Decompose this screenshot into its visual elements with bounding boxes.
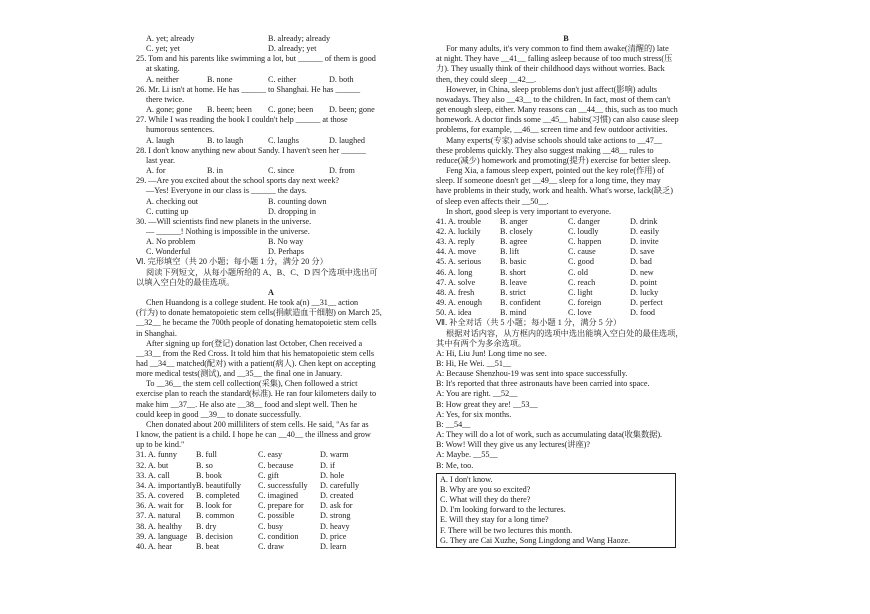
cloze-options-row (136, 532, 406, 542)
cloze-options-row (436, 217, 696, 227)
option-text: B. in (207, 166, 223, 176)
passage-line: make him __37__. He also ate __38__ food and slept well. Then he (136, 399, 358, 409)
cloze-options-row (436, 247, 696, 257)
option-text: C. loudly (568, 226, 599, 236)
section-instruction: 阅读下列短文，从每小题所给的 A、B、C、D 四个选项中选出可 (146, 267, 378, 277)
cloze-options-row (436, 278, 696, 288)
cloze-options-row (436, 308, 696, 318)
option-text: D. lucky (630, 287, 659, 297)
question-stem: 28. I don't know anything new about Sandy. I haven't seen her ______ (136, 145, 366, 155)
option-text: B. none (207, 74, 233, 84)
option-text: B. dry (196, 521, 217, 531)
cloze-options-row (436, 298, 696, 308)
option-text: C. laughs (268, 135, 299, 145)
option-text: C. yet; yet (146, 44, 180, 54)
dialogue-line: B: Me, too. (436, 460, 474, 470)
question-options (136, 44, 406, 54)
passage-label: B (563, 34, 569, 43)
option-text: A. No problem (146, 237, 196, 247)
option-text: B. so (196, 460, 213, 470)
passage-label: A (268, 287, 274, 297)
option-text: C. danger (568, 216, 600, 226)
question-stem: humorous sentences. (146, 125, 215, 135)
passage-line: up to be kind." (136, 440, 185, 450)
passage-line: 力). They usually think of their childhood days without worries. Back (436, 64, 665, 74)
passage-line: in Shanghai. (136, 328, 177, 338)
passage-line: Chen Huandong is a college student. He took a(n) __31__ action (146, 298, 359, 308)
option-text: 38. A. healthy (136, 521, 182, 531)
option-text: C. easy (258, 450, 283, 460)
option-text: D. drink (630, 216, 658, 226)
option-text: C. old (568, 267, 589, 277)
option-text: B. counting down (268, 196, 327, 206)
option-text: 33. A. call (136, 470, 170, 480)
passage-line: these problems quickly. They also suggest making __48__ rules to (436, 145, 654, 155)
passage-line: I know, the patient is a child. I hope he can __40__ the illness and grow (136, 430, 371, 440)
option-text: B. mind (500, 308, 527, 318)
question-options (136, 34, 406, 44)
option-text: D. strong (320, 511, 351, 521)
passage-line: get enough sleep, either. Many reasons can __44__ this, such as too much (436, 105, 678, 115)
box-option: D. I'm looking forward to the lectures. (440, 505, 566, 515)
option-text: C. condition (258, 531, 299, 541)
option-text: D. Perhaps (268, 247, 304, 257)
option-text: C. cause (568, 247, 596, 257)
option-text: D. both (329, 74, 354, 84)
question-stem: —Yes! Everyone in our class is ______ the days. (146, 186, 307, 196)
option-text: 46. A. long (436, 267, 473, 277)
passage-line: homework. A doctor finds some __45__ habits(习惯) can also cause sleep (436, 115, 679, 125)
option-text: A. for (146, 166, 166, 176)
option-text: B. strict (500, 287, 526, 297)
passage-line: Many experts(专家) advise schools should take actions to __47__ (446, 135, 663, 145)
passage-line: Feng Xia, a famous sleep expert, pointed out the key role(作用) of (446, 166, 665, 176)
option-text: C. possible (258, 511, 295, 521)
option-text: D. warm (320, 450, 349, 460)
box-option: A. I don't know. (440, 474, 493, 484)
option-text: D. already; yet (268, 44, 317, 54)
question-options (136, 166, 406, 176)
dialogue-line: A: Hi, Liu Jun! Long time no see. (436, 348, 547, 358)
passage-line: (行为) to donate hematopoietic stem cells(捐献造血干细胞) on March 25, (136, 308, 382, 318)
question-options (136, 105, 406, 115)
passage-line: For many adults, it's very common to find them awake(清醒的) late (446, 44, 669, 54)
question-options (136, 197, 406, 207)
right-column (436, 34, 696, 548)
option-text: D. hole (320, 470, 345, 480)
option-text: C. light (568, 287, 593, 297)
cloze-options-row (136, 471, 406, 481)
option-text: B. anger (500, 216, 528, 226)
option-text: B. full (196, 450, 217, 460)
option-text: D. from (329, 166, 355, 176)
option-text: D. laughed (329, 135, 365, 145)
question-options (136, 207, 406, 217)
option-text: 31. A. funny (136, 450, 177, 460)
option-text: B. decision (196, 531, 233, 541)
option-text: C. imagined (258, 491, 299, 501)
passage-line: could keep in good __39__ to donate successfully. (136, 409, 302, 419)
option-text: C. since (268, 166, 295, 176)
left-column (136, 34, 406, 552)
option-text: D. invite (630, 237, 659, 247)
cloze-options-row (136, 481, 406, 491)
passage-line: However, in China, sleep problems don't just affect(影响) adults (446, 84, 658, 94)
option-text: 44. A. move (436, 247, 477, 257)
cloze-options-row (136, 450, 406, 460)
option-text: 47. A. solve (436, 277, 476, 287)
option-text: B. already; already (268, 34, 331, 43)
box-option: E. Will they stay for a long time? (440, 515, 549, 525)
section-instruction: 以填入空白处的最佳选项。 (136, 277, 235, 287)
passage-line: at night. They have __41__ falling asleep because of too much stress(压 (436, 54, 673, 64)
option-text: 39. A. language (136, 531, 188, 541)
cloze-options-row (136, 511, 406, 521)
passage-line: of sleep even affects their __50__. (436, 196, 549, 206)
option-text: C. good (568, 257, 594, 267)
option-text: C. love (568, 308, 592, 318)
cloze-options-row (136, 522, 406, 532)
dialogue-line: A: Maybe. __55__ (436, 450, 498, 460)
dialogue-line: B: It's reported that three astronauts have been carried into space. (436, 379, 650, 389)
dialogue-line: A: Because Shenzhou-19 was sent into space successfully. (436, 369, 628, 379)
option-text: B. common (196, 511, 235, 521)
option-text: C. gift (258, 470, 279, 480)
option-text: D. carefully (320, 480, 360, 490)
cloze-options-row (136, 461, 406, 471)
question-stem: 29. —Are you excited about the school sports day next week? (136, 176, 340, 186)
option-text: C. cutting up (146, 206, 189, 216)
passage-line: exercise plan to reach the standard(标准). He ran four kilometers daily to (136, 389, 377, 399)
box-option: C. What will they do there? (440, 495, 531, 505)
option-text: 49. A. enough (436, 298, 482, 308)
question-stem: at skating. (146, 64, 180, 74)
cloze-options-row (436, 288, 696, 298)
option-text: D. easily (630, 226, 660, 236)
section-instruction: 根据对话内容，从方框内的选项中选出能填入空白处的最佳选项， (446, 328, 684, 338)
option-text: C. Wonderful (146, 247, 191, 257)
option-text: C. gone; been (268, 105, 314, 115)
option-text: D. been; gone (329, 105, 375, 115)
question-stem: there twice. (146, 94, 185, 104)
option-text: D. food (630, 308, 656, 318)
option-text: 43. A. reply (436, 237, 475, 247)
passage-line: more medical tests(测试), and __35__ the final one in January. (136, 369, 343, 379)
option-text: A. yet; already (146, 34, 195, 43)
cloze-options-row (436, 268, 696, 278)
cloze-options-row (136, 542, 406, 552)
option-text: B. lift (500, 247, 520, 257)
option-text: C. because (258, 460, 294, 470)
cloze-options-row (436, 227, 696, 237)
option-text: 42. A. luckily (436, 226, 481, 236)
cloze-options-row (436, 257, 696, 267)
question-stem: 27. While I was reading the book I couldn't help ______ at those (136, 115, 348, 125)
option-text: 50. A. idea (436, 308, 472, 318)
option-text: B. beautifully (196, 480, 242, 490)
question-options (136, 75, 406, 85)
cloze-options-row (436, 237, 696, 247)
option-text: D. perfect (630, 298, 663, 308)
dialogue-line: A: They will do a lot of work, such as accumulating data(收集数据). (436, 430, 663, 440)
option-text: C. either (268, 74, 297, 84)
passage-line: reduce(减少) homework and promoting(提升) exercise for better sleep. (436, 155, 671, 165)
option-text: D. ask for (320, 501, 353, 511)
option-text: B. confident (500, 298, 541, 308)
question-stem: last year. (146, 155, 176, 165)
option-text: D. new (630, 267, 654, 277)
option-text: A. checking out (146, 196, 199, 206)
question-options (136, 237, 406, 247)
passage-line: In short, good sleep is very important to everyone. (446, 206, 612, 216)
option-text: 41. A. trouble (436, 216, 482, 226)
box-option: G. They are Cai Xuzhe, Song Lingdong and Wang Haoze. (440, 535, 631, 545)
option-text: 36. A. wait for (136, 501, 184, 511)
box-option: B. Why are you so excited? (440, 484, 531, 494)
option-text: D. learn (320, 541, 347, 551)
option-text: C. reach (568, 277, 596, 287)
option-text: C. prepare for (258, 501, 304, 511)
option-text: A. gone; gone (146, 105, 193, 115)
passage-line: sleep. If someone doesn't get __49__ sleep for a long time, they may (436, 176, 661, 186)
passage-line: __33__ from the Red Cross. It told him that his hematopoietic stem cells (136, 348, 375, 358)
passage-line: After signing up for(登记) donation last October, Chen received a (146, 338, 363, 348)
passage-line: had __34__ matched(配对) with a patient(病人). Chen kept on accepting (136, 359, 376, 368)
passage-line: Chen donated about 200 milliliters of stem cells. He said, "As far as (146, 419, 369, 429)
passage-line: To __36__ the stem cell collection(采集), Chen followed a strict (146, 379, 358, 389)
option-text: B. short (500, 267, 526, 277)
option-text: B. look for (196, 501, 232, 511)
cloze-options-row (136, 491, 406, 501)
question-stem: 30. —Will scientists find new planets in the universe. (136, 216, 312, 226)
option-text: B. No way (268, 237, 304, 247)
question-stem: 26. Mr. Li isn't at home. He has ______ to Shanghai. He has ______ (136, 84, 361, 94)
passage-line: nowadays. They also __43__ to the children. In fact, most of them can't (436, 94, 671, 104)
option-text: 37. A. natural (136, 511, 181, 521)
option-text: B. beat (196, 541, 220, 551)
option-text: C. busy (258, 521, 284, 531)
section-title: Ⅶ. 补全对话（共 5 小题；每小题 1 分，满分 5 分） (436, 318, 622, 328)
option-text: C. happen (568, 237, 602, 247)
option-text: D. price (320, 531, 347, 541)
dialogue-line: A: You are right. __52__ (436, 389, 518, 399)
option-text: D. if (320, 460, 336, 470)
option-text: 40. A. hear (136, 541, 172, 551)
passage-line: have problems in their study, work and health. What's worse, lack(缺乏) (436, 186, 674, 196)
option-text: B. completed (196, 491, 240, 501)
passage-line: then, they could sleep __42__. (436, 74, 537, 84)
dialogue-line: B: __54__ (436, 419, 471, 429)
option-text: D. heavy (320, 521, 350, 531)
cloze-options-row (136, 501, 406, 511)
option-text: D. save (630, 247, 655, 257)
option-text: B. basic (500, 257, 527, 267)
option-text: D. dropping in (268, 206, 316, 216)
question-options (136, 136, 406, 146)
option-text: B. leave (500, 277, 527, 287)
question-stem: — ______! Nothing is impossible in the universe. (146, 226, 310, 236)
option-text: C. foreign (568, 298, 602, 308)
option-text: C. draw (258, 541, 284, 551)
question-stem: 25. Tom and his parents like swimming a lot, but ______ of them is good (136, 54, 376, 64)
dialogue-line: B: Hi, He Wei. __51__ (436, 359, 512, 368)
dialogue-line: B: How great they are! __53__ (436, 399, 538, 409)
option-text: D. point (630, 277, 657, 287)
option-text: B. book (196, 470, 222, 480)
option-text: B. to laugh (207, 135, 244, 145)
passage-line: problems, for example, __46__ screen time and few outdoor activities. (436, 125, 668, 135)
options-box (436, 473, 676, 548)
option-text: B. been; been (207, 105, 252, 115)
dialogue-line: B: Wow! Will they give us any lectures(讲座)? (436, 440, 591, 450)
passage-line: __32__ he became the 700th people of donating hematopoietic stem cells (136, 318, 377, 328)
option-text: D. bad (630, 257, 652, 267)
option-text: 35. A. covered (136, 491, 184, 501)
option-text: A. laugh (146, 135, 175, 145)
option-text: 32. A. but (136, 460, 169, 470)
question-options (136, 247, 406, 257)
dialogue-line: A: Yes, for six months. (436, 409, 512, 419)
section-instruction: 其中有两个为多余选项。 (436, 338, 527, 348)
option-text: B. closely (500, 226, 533, 236)
section-title: Ⅵ. 完形填空（共 20 小题；每小题 1 分，满分 20 分） (136, 257, 328, 267)
option-text: C. successfully (258, 480, 308, 490)
option-text: 48. A. fresh (436, 287, 475, 297)
box-option: F. There will be two lectures this month. (440, 525, 573, 535)
option-text: 34. A. importantly (136, 480, 197, 490)
option-text: D. created (320, 491, 354, 501)
option-text: 45. A. serious (436, 257, 482, 267)
option-text: B. agree (500, 237, 528, 247)
option-text: A. neither (146, 74, 179, 84)
